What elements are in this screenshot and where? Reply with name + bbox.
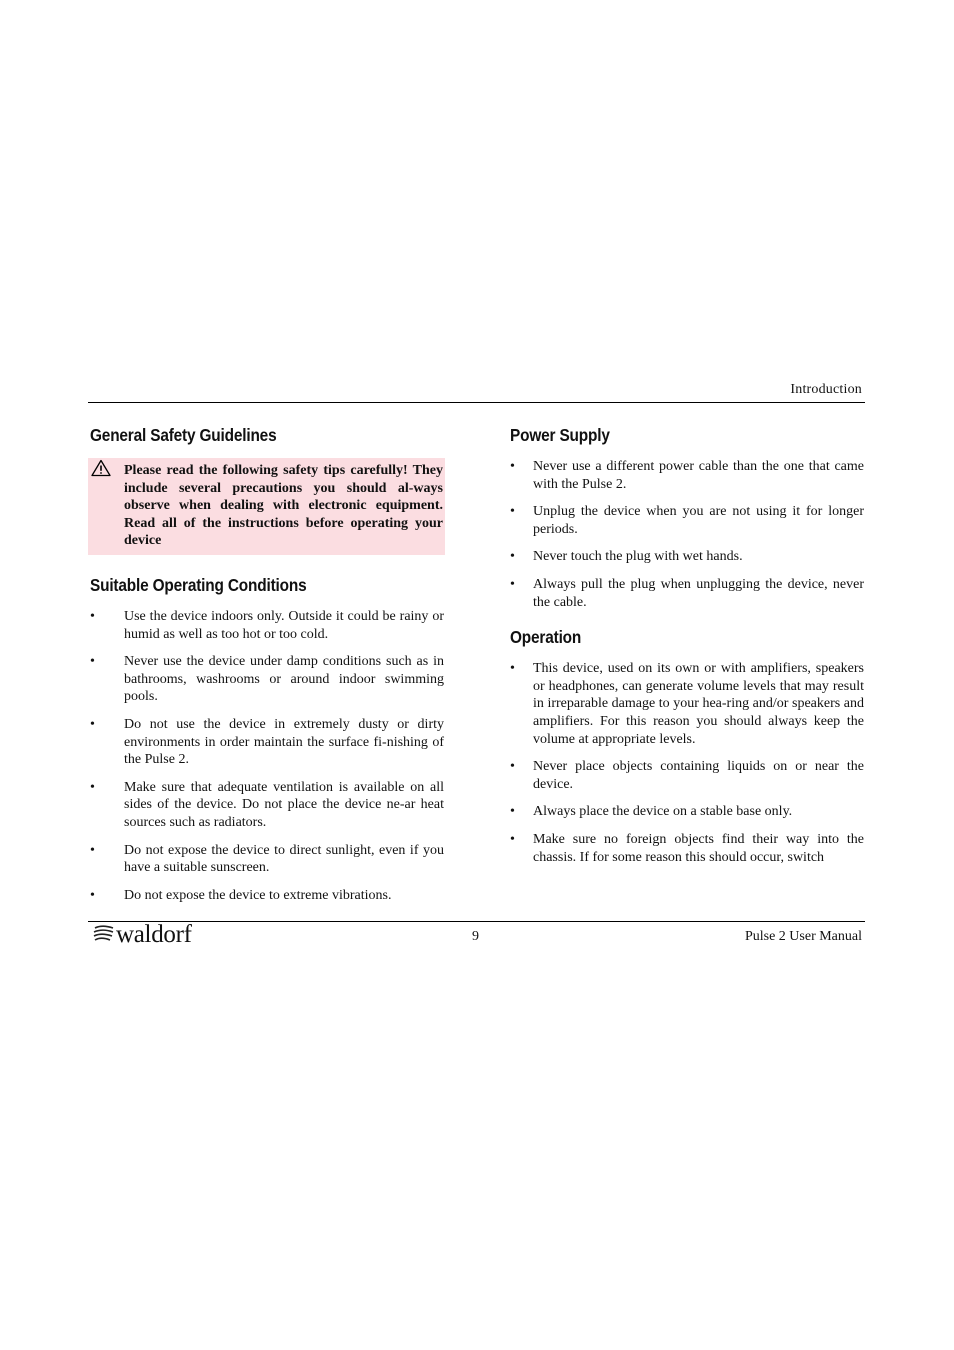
left-column — [90, 425, 444, 914]
list-item: • Do not expose the device to extreme vibrations. — [90, 887, 392, 903]
list-item: • Make sure that adequate ventilation is available on all sides of the device. Do not place the device ne-ar heat sources such as radiators. — [90, 779, 444, 830]
footer-rule — [88, 921, 865, 922]
conditions-list — [90, 608, 444, 904]
bullet: • — [90, 779, 95, 795]
warning-icon — [91, 459, 111, 477]
list-item: • Never touch the plug with wet hands. — [510, 549, 743, 565]
waldorf-logo — [92, 921, 192, 947]
bullet: • — [510, 504, 515, 520]
power-list — [510, 458, 864, 611]
bullet: • — [510, 759, 515, 775]
list-item: • Always pull the plug when unplugging the device, never the cable. — [510, 576, 864, 610]
logo-wordmark: waldorf — [116, 920, 192, 948]
list-item: • Never use the device under damp conditions such as in bathrooms, washrooms or around indoor swimming pools. — [90, 654, 444, 705]
bullet: • — [90, 716, 95, 732]
bullet: • — [90, 608, 95, 624]
bullet: • — [90, 887, 95, 903]
power-supply-heading: Power Supply — [510, 425, 610, 445]
manual-title: Pulse 2 User Manual — [744, 929, 862, 944]
list-item: • Make sure no foreign objects find their way into the chassis. If for some reason this should occur, switch — [510, 831, 864, 865]
list-item: • Use the device indoors only. Outside it could be rainy or humid as well as too hot or too cold. — [90, 608, 444, 642]
bullet: • — [510, 831, 515, 847]
general-safety-heading: General Safety Guidelines — [90, 425, 277, 445]
warning-box — [88, 458, 445, 555]
list-item: • Never use a different power cable than the one that came with the Pulse 2. — [510, 459, 864, 492]
operating-conditions-heading: Suitable Operating Conditions — [90, 574, 307, 595]
list-item: • Do not use the device in extremely dusty or dirty environments in order maintain the surface fi-nishing of the Pulse 2. — [90, 716, 444, 768]
list-item: • Do not expose the device to direct sunlight, even if you have a suitable sunscreen. — [90, 842, 444, 876]
list-item: • Unplug the device when you are not using it for longer periods. — [510, 504, 864, 537]
list-item: • This device, used on its own or with amplifiers, speakers or headphones, can generate volume levels that may result in irreparable damage to your hea-ring and/or speakers and amplifiers. For this reason you should always keep the volume at appropriate levels. — [510, 661, 864, 747]
warning-text: Please read the following safety tips carefully! They include several precautions you should al-ways observe when dealing with electronic equipment. Read all of the instructions before operating your device — [124, 463, 443, 549]
header-rule — [88, 402, 865, 403]
right-column — [510, 425, 864, 876]
bullet: • — [510, 804, 515, 820]
bullet: • — [510, 576, 515, 592]
list-item: • Never place objects containing liquids on or near the device. — [510, 759, 864, 792]
bullet: • — [90, 654, 95, 670]
bullet: • — [510, 661, 515, 677]
operation-list — [510, 660, 864, 866]
list-item: • Always place the device on a stable base only. — [510, 804, 793, 820]
waldorf-mark-icon — [92, 923, 116, 945]
page-number: 9 — [472, 929, 479, 944]
bullet: • — [90, 842, 95, 858]
bullet: • — [510, 549, 515, 565]
bullet: • — [510, 459, 515, 474]
section-header: Introduction — [790, 382, 862, 397]
operation-heading: Operation — [510, 627, 582, 648]
